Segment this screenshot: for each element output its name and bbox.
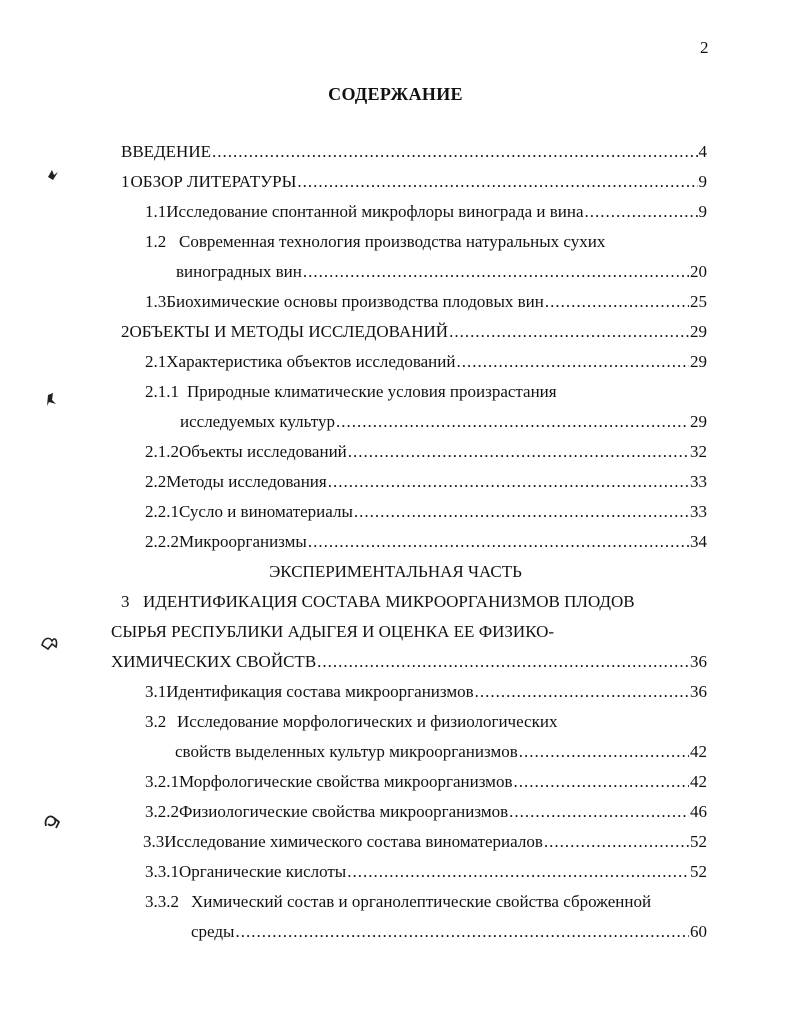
toc-entry-page: 4 <box>698 142 707 161</box>
toc-leader-dots <box>475 681 689 703</box>
toc-entry-title: Микроорганизмы <box>179 532 307 551</box>
toc-entry-title: Характеристика объектов исследований <box>166 352 456 371</box>
toc-leader-dots <box>545 291 689 313</box>
toc-entry-3-3-1[interactable] <box>145 861 707 883</box>
toc-entry-page: 52 <box>690 862 707 881</box>
toc-entry-number: 3.3 <box>143 832 165 851</box>
toc-entry-page: 33 <box>690 502 707 521</box>
toc-entry-3-2-2[interactable] <box>145 801 707 823</box>
toc-leader-dots <box>544 831 689 853</box>
toc-entry-3-3-2-continued[interactable] <box>191 921 707 943</box>
toc-entry-number: 3.2 <box>145 712 167 731</box>
toc-entry-page: 32 <box>690 442 707 461</box>
toc-entry-title: Современная технология производства натуральных сухих <box>179 232 606 251</box>
toc-entry-2-1[interactable] <box>145 351 707 373</box>
toc-entry-title-continued: СЫРЬЯ РЕСПУБЛИКИ АДЫГЕЯ И ОЦЕНКА ЕЕ ФИЗИКО- <box>111 622 555 641</box>
toc-entry-3[interactable] <box>121 591 635 613</box>
toc-entry-page: 42 <box>690 742 707 761</box>
toc-leader-dots <box>509 801 689 823</box>
toc-entry-title: Химический состав и органолептические свойства сброженной <box>191 892 652 911</box>
toc-entry-2-1-1-continued[interactable] <box>180 411 707 433</box>
toc-entry-page: 36 <box>690 682 707 701</box>
section-heading-experimental: ЭКСПЕРИМЕНТАЛЬНАЯ ЧАСТЬ <box>269 562 522 581</box>
toc-entry-number: 3 <box>121 592 130 611</box>
toc-entry-title: Исследование морфологических и физиологических <box>177 712 558 731</box>
toc-entry-title: Биохимические основы производства плодовых вин <box>166 292 544 311</box>
toc-entry-3-continued[interactable] <box>111 621 554 643</box>
toc-entry-3-2-continued[interactable] <box>175 741 707 763</box>
toc-entry-title-continued: исследуемых культур <box>180 412 335 431</box>
toc-leader-dots <box>585 201 698 223</box>
toc-leader-dots <box>212 141 698 163</box>
toc-entry-3-3-2[interactable] <box>145 891 651 913</box>
toc-entry-2-1-1[interactable] <box>145 381 557 403</box>
toc-entry-number: 2.2 <box>145 472 167 491</box>
toc-entry-title-continued-2: ХИМИЧЕСКИХ СВОЙСТВ <box>111 652 317 671</box>
toc-entry-title: ВВЕДЕНИЕ <box>121 142 211 161</box>
toc-entry-title-continued: виноградных вин <box>176 262 302 281</box>
toc-entry-page: 33 <box>690 472 707 491</box>
toc-entry-1-3[interactable] <box>145 291 707 313</box>
toc-entry-title: Идентификация состава микроорганизмов <box>166 682 474 701</box>
toc-entry-number: 2.1.1 <box>145 382 179 401</box>
toc-entry-1-1[interactable] <box>145 201 707 223</box>
toc-entry-2-2-2[interactable] <box>145 531 707 553</box>
toc-entry-number: 1.2 <box>145 232 167 251</box>
toc-entry-page: 60 <box>690 922 707 941</box>
toc-entry-page: 29 <box>690 322 707 341</box>
toc-leader-dots <box>308 531 689 553</box>
toc-entry-2-2[interactable] <box>145 471 707 493</box>
toc-entry-page: 42 <box>690 772 707 791</box>
toc-entry-number: 1.3 <box>145 292 167 311</box>
toc-leader-dots <box>519 741 689 763</box>
toc-entry-page: 9 <box>698 202 707 221</box>
toc-leader-dots <box>328 471 689 493</box>
toc-entry-page: 29 <box>690 412 707 431</box>
toc-entry-number: 2 <box>121 322 130 341</box>
page-title: СОДЕРЖАНИЕ <box>328 84 463 104</box>
margin-speck-3 <box>40 635 60 651</box>
toc-entry-page: 52 <box>690 832 707 851</box>
toc-entry-page: 20 <box>690 262 707 281</box>
toc-entry-3-2[interactable] <box>145 711 557 733</box>
margin-speck-2 <box>44 392 58 408</box>
toc-entry-number: 2.2.2 <box>145 532 179 551</box>
toc-entry-title: Сусло и виноматериалы <box>179 502 353 521</box>
toc-entry-1-2[interactable] <box>145 231 605 253</box>
toc-entry-1-2-continued[interactable] <box>176 261 707 283</box>
toc-entry-title: ОБЗОР ЛИТЕРАТУРЫ <box>130 172 297 191</box>
toc-entry-number: 2.2.1 <box>145 502 179 521</box>
toc-entry-number: 2.1 <box>145 352 167 371</box>
toc-entry-page: 29 <box>690 352 707 371</box>
toc-leader-dots <box>235 921 689 943</box>
toc-entry-number: 3.3.1 <box>145 862 179 881</box>
toc-entry-title: Органические кислоты <box>179 862 347 881</box>
toc-leader-dots <box>347 861 689 883</box>
toc-leader-dots <box>336 411 689 433</box>
toc-entry-number: 3.3.2 <box>145 892 179 911</box>
margin-speck-1 <box>46 168 60 182</box>
toc-entry-page: 25 <box>690 292 707 311</box>
toc-leader-dots <box>354 501 689 523</box>
toc-leader-dots <box>449 321 689 343</box>
toc-leader-dots <box>513 771 689 793</box>
toc-entry-3-3[interactable] <box>143 831 707 853</box>
toc-leader-dots <box>317 651 689 673</box>
toc-entry-title: ИДЕНТИФИКАЦИЯ СОСТАВА МИКРООРГАНИЗМОВ ПЛОДОВ <box>143 592 635 611</box>
toc-entry-title: Исследование химического состава виноматериалов <box>164 832 543 851</box>
toc-entry-number: 3.2.1 <box>145 772 179 791</box>
toc-entry-3-continued-2[interactable] <box>111 651 707 673</box>
margin-speck-4 <box>42 812 62 832</box>
toc-entry-number: 2.1.2 <box>145 442 179 461</box>
toc-entry-number: 1.1 <box>145 202 167 221</box>
toc-entry-2-2-1[interactable] <box>145 501 707 523</box>
toc-entry-title: Методы исследования <box>166 472 327 491</box>
toc-entry-title: Физиологические свойства микроорганизмов <box>179 802 509 821</box>
toc-entry-introduction[interactable] <box>121 141 707 163</box>
toc-entry-title: Морфологические свойства микроорганизмов <box>179 772 513 791</box>
page-number: 2 <box>700 38 709 57</box>
toc-entry-number: 3.1 <box>145 682 167 701</box>
toc-entry-title: Исследование спонтанной микрофлоры винограда и вина <box>166 202 584 221</box>
toc-leader-dots <box>348 441 689 463</box>
toc-leader-dots <box>297 171 697 193</box>
toc-leader-dots <box>303 261 689 283</box>
toc-entry-page: 46 <box>690 802 707 821</box>
toc-entry-title: ОБЪЕКТЫ И МЕТОДЫ ИССЛЕДОВАНИЙ <box>129 322 449 341</box>
toc-entry-page: 36 <box>690 652 707 671</box>
toc-entry-2-1-2[interactable] <box>145 441 707 463</box>
toc-entry-page: 9 <box>698 172 707 191</box>
toc-entry-title: Объекты исследований <box>179 442 347 461</box>
toc-entry-title-continued: среды <box>191 922 235 941</box>
toc-entry-number: 1 <box>121 172 130 191</box>
toc-entry-number: 3.2.2 <box>145 802 179 821</box>
toc-leader-dots <box>456 351 689 373</box>
toc-entry-3-2-1[interactable] <box>145 771 707 793</box>
toc-entry-2[interactable] <box>121 321 707 343</box>
toc-entry-title-continued: свойств выделенных культур микроорганизмов <box>175 742 518 761</box>
toc-entry-3-1[interactable] <box>145 681 707 703</box>
toc-entry-1[interactable] <box>121 171 707 193</box>
toc-entry-title: Природные климатические условия произрастания <box>187 382 557 401</box>
toc-entry-page: 34 <box>690 532 707 551</box>
